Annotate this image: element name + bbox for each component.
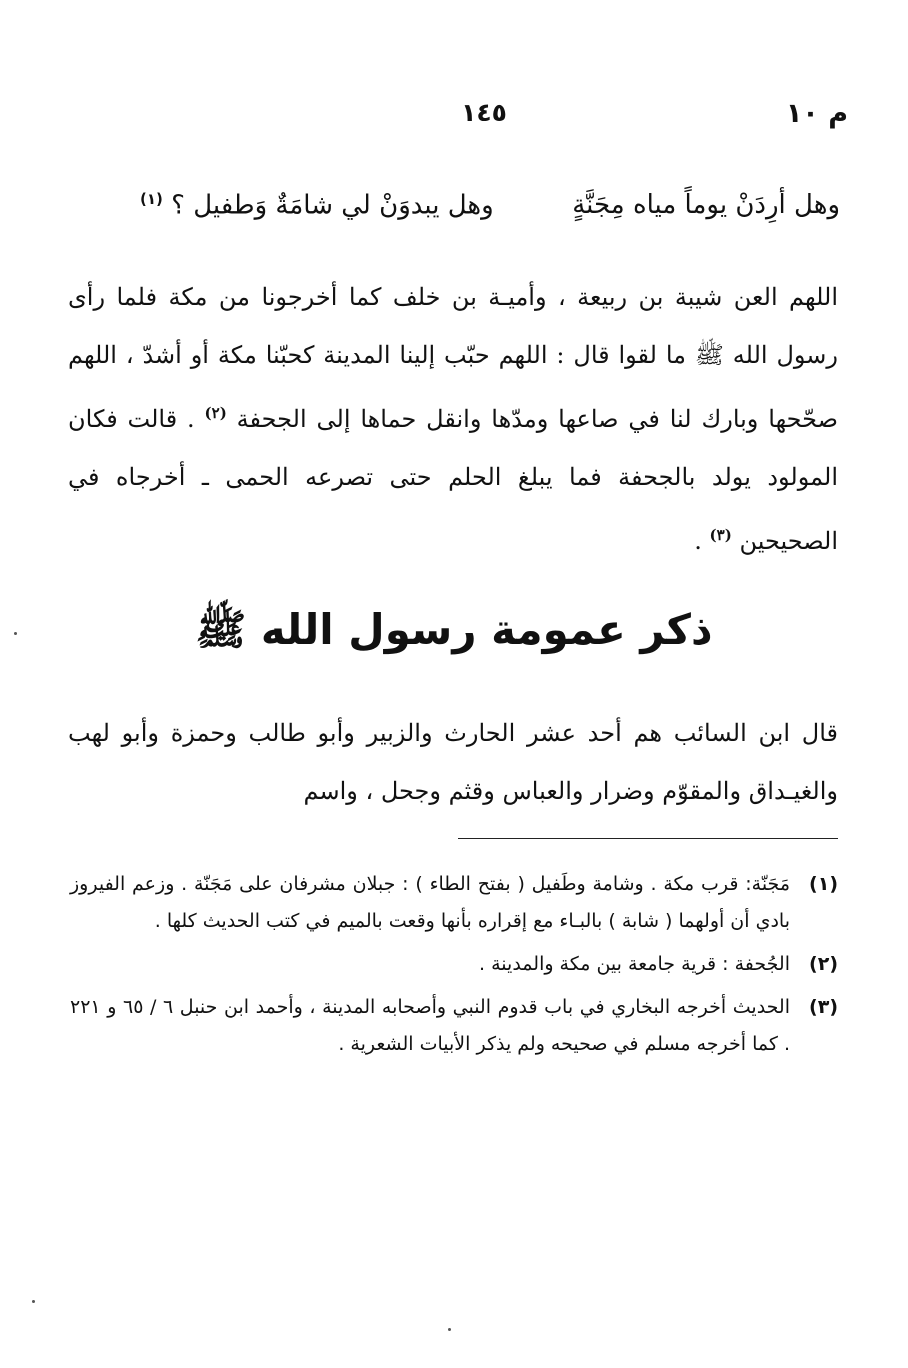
paragraph-end-mark: .: [694, 527, 702, 555]
scan-speck: [14, 632, 17, 635]
footnote-number: (٣): [809, 996, 838, 1018]
section-heading: ذكر عمومة رسول الله ﷺ: [195, 605, 713, 654]
footnote-text: الحديث أخرجه البخاري في باب قدوم النبي وأصحابه المدينة ، وأحمد ابن حنبل ٦ / ٦٥ و ٢٢١ . كما أخرجه مسلم في صحيحه ولم يذكر الأبيات الشعرية .: [70, 996, 790, 1055]
verse-second-hemistich-text: وهل يبدوَنْ لي شامَةٌ وَطفيل ؟: [171, 190, 494, 221]
scan-speck: [448, 1328, 451, 1331]
footnote-ref-3: (٣): [709, 526, 732, 544]
footnote-text: مَجَنّة: قرب مكة . وشامة وطَفيل ( بفتح الطاء ) : جبلان مشرفان على مَجَنّة . وزعم الفيروز بادي أن أولهما ( شابة ) بالبـاء مع إقراره بأنها وقعت بالميم في كتب الحديث كلها .: [70, 873, 790, 932]
footnote-ref-1: (١): [140, 190, 163, 208]
footnotes-section: [70, 866, 838, 1069]
footnote-text: الجُحفة : قرية جامعة بين مكة والمدينة .: [479, 953, 790, 975]
footnote-number: (٢): [809, 953, 838, 975]
paragraph-text: اللهم العن شيبة بن ربيعة ، وأميـة بن خلف كما أخرجونا من مكة فلما رأى رسول الله ﷺ ما لقوا قال : اللهم حبّب إلينا المدينة كحبّنا مكة أو أشدّ ، اللهم صحّحها وبارك لنا في صاعها ومدّها وانقل حماها إلى الجحفة: [68, 283, 838, 433]
scan-speck: [32, 1300, 35, 1303]
verse-first-hemistich: وهل أرِدَنْ يوماً مياه مِجَنَّةٍ: [572, 190, 840, 220]
signature-mark: م ١٠: [785, 98, 848, 129]
section-paragraph-text: قال ابن السائب هم أحد عشر الحارث والزبير وأبو طالب وحمزة وأبو لهب والغيـداق والمقوّم وضرار والعباس وقثم وجحل ، واسم: [68, 719, 838, 805]
paragraph-text-continued: . قالت فكان المولود يولد بالجحفة فما يبلغ الحلم حتى تصرعه الحمى ـ أخرجاه في الصحيحين: [68, 405, 838, 555]
poem-verse: [140, 190, 840, 240]
footnote-item: [70, 946, 838, 983]
footnote-divider: [458, 838, 838, 839]
verse-second-hemistich: [140, 190, 494, 221]
footnote-item: [70, 989, 838, 1063]
footnote-item: [70, 866, 838, 940]
footnote-number: (١): [809, 873, 838, 895]
hadith-paragraph: [68, 268, 838, 570]
page-number: ١٤٥: [461, 98, 507, 127]
page-header: [120, 98, 848, 138]
section-paragraph: [68, 704, 838, 820]
footnote-ref-2: (٢): [204, 404, 227, 422]
